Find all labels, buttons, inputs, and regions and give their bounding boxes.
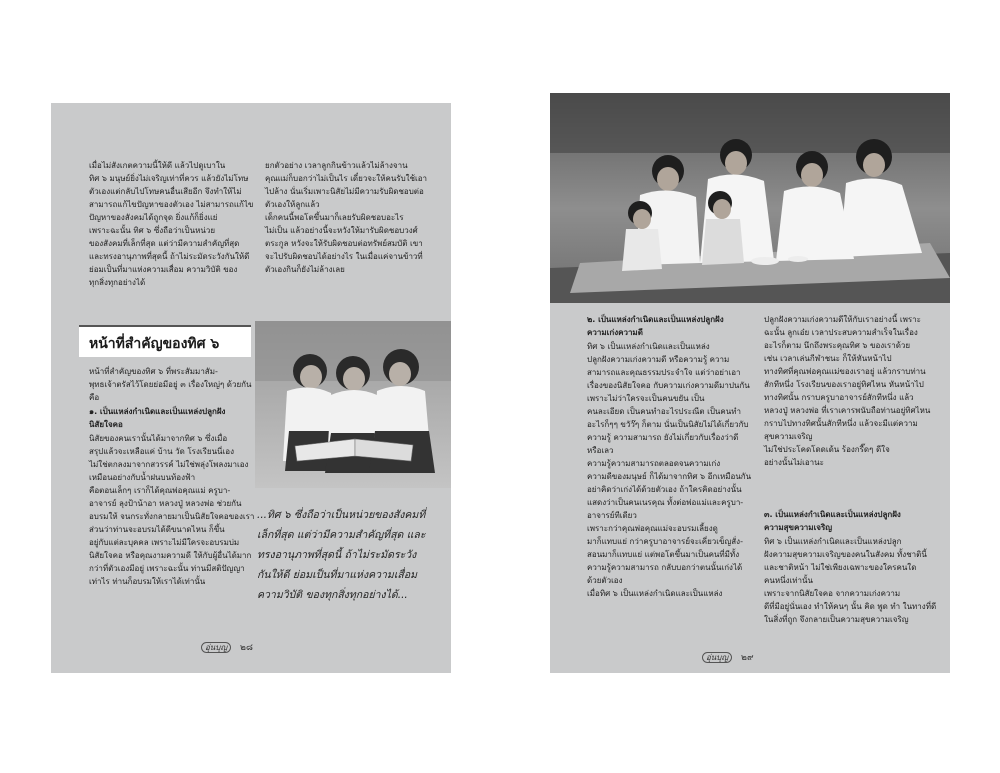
subhead-3: ๓. เป็นแหล่งกำเนิดและเป็นแหล่งปลูกฝัง ความสุขความเจริญ: [764, 510, 901, 532]
left-footer: [201, 640, 253, 654]
family-picnic-illustration: [550, 93, 950, 303]
left-col1-body-text: นิสัยของคนเรานั้นได้มาจากทิศ ๖ ซึ่งเมื่อ สรุปแล้วจะเหลือแค่ บ้าน วัด โรงเรียนนี่เอง ไม่ใช่ตกลงมาจากสวรรค์ ไม่ใช่พลุ่งโพลงมาเอง เหมือนอย่างกับน้ำฝนบนท้องฟ้า คือตอนเล็กๆ เราก็ได้คุณพ่อคุณแม่ ครูบา- อาจารย์ ลุงป้าน้าอา หลวงปู่ หลวงพ่อ ช่วยกัน อบรมให้ จนกระทั่งกลายมาเป็นนิสัยใจคอของเรา ส่วนว่าท่านจะอบรมได้ดีขนาดไหน ก็ขึ้น อยู่กับแต่ละบุคคล เพราะไม่มีใครจะอบรมบ่ม นิสัยใจคอ หรือคุณงามความดี ให้กับผู้อื่นได้มาก กว่าที่ตัวเองมีอยู่ เพราะฉะนั้น ท่านมีสติปัญญา เท่าไร ท่านก็อบรมให้เราได้เท่านั้น: [89, 434, 255, 586]
section-heading: หน้าที่สำคัญของทิศ ๖: [89, 336, 220, 352]
unboon-logo-icon: อุ่นบุญ: [702, 652, 732, 663]
left-col2-top-text: ยกตัวอย่าง เวลาลูกกินข้าวแล้วไม่ล้างจาน คุณแม่ก็บอกว่าไม่เป็นไร เดี๋ยวจะให้คนรับใช้เอา ไปล้าง นั่นเริ่มเพาะนิสัยไม่มีความรับผิดชอบต่อ ตัวเองให้ลูกแล้ว เด็กคนนี้พอโตขึ้นมาก็เลยรับผิดชอบอะไร ไม่เป็น แล้วอย่างนี้จะหวังให้มารับผิดชอบวงศ์ ตระกูล หวังจะให้รับผิดชอบต่อทรัพย์สมบัติ เขา จะไปรับผิดชอบได้อย่างไร ในเมื่อแค่จานข้าวที่ ตัวเองกินก็ยังไม่ล้างเลย: [265, 161, 428, 274]
right-col2-top-text: ปลูกฝังความเก่งความดีให้กับเราอย่างนี้ เพราะ ฉะนั้น ลูกเอ๋ย เวลาประสบความสำเร็จในเรื่อง อะไรก็ตาม นึกถึงพระคุณทิศ ๖ ของเราด้วย เช่น เวลาเล่นกีฬาชนะ ก็ให้หันหน้าไป ทางทิศที่คุณพ่อคุณแม่ของเราอยู่ แล้วกราบท่าน สักทีหนึ่ง โรงเรียนของเราอยู่ทิศไหน หันหน้าไป ทางทิศนั้น กราบครูบาอาจารย์สักทีหนึ่ง แล้ว หลวงปู่ หลวงพ่อ ที่เราเคารพนับถือท่านอยู่ทิศไหน กราบไปทางทิศนั้นสักทีหนึ่ง แล้วจะมีแต่ความ สุขความเจริญ ไม่ใช่ประโคดโดดเด้น ร้องกรี๊ดๆ ดีใจ อย่างนั้นไม่เอานะ: [764, 315, 931, 467]
right-footer: [702, 650, 754, 664]
subhead-1: ๑. เป็นแหล่งกำเนิดและเป็นแหล่งปลูกฝัง นิสัยใจคอ: [89, 407, 226, 429]
unboon-logo-icon: อุ่นบุญ: [201, 642, 231, 653]
left-page-number: ๒๘: [240, 643, 253, 653]
subhead-2: ๒. เป็นแหล่งกำเนิดและเป็นแหล่งปลูกฝัง ความเก่งความดี: [587, 315, 724, 337]
section-heading-box: [79, 325, 251, 357]
right-col1-body-text: ทิศ ๖ เป็นแหล่งกำเนิดและเป็นแหล่ง ปลูกฝังความเก่งความดี หรือความรู้ ความ สามารถและคุณธรรมประจำใจ แต่ว่าอย่าเอา เรื่องของนิสัยใจคอ กับความเก่งความดีมาปนกัน เพราะไม่ว่าใครจะเป็นคนขยัน เป็น คนละเอียด เป็นคนทำอะไรประณีต เป็นคนทำ อะไรก็ๆๆ ขวัว๊ๆ ก็ตาม นั่นเป็นนิสัยไม่ได้เกี่ยวกับ ความรู้ ความสามารถ ยังไม่เกี่ยวกับเรื่องว่าดี หรือเลว ความรู้ความสามารถตลอดจนความเก่ง ความดีของมนุษย์ ก็ได้มาจากทิศ ๖ อีกเหมือนกัน อย่าคิดว่าเก่งได้ด้วยตัวเอง ถ้าใครคิดอย่างนั้น แสดงว่าเป็นคนเนรคุณ ทั้งต่อพ่อแม่และครูบา- อาจารย์ทีเดียว เพราะกว่าคุณพ่อคุณแม่จะอบรมเลี้ยงดู มาก็แทบแย่ กว่าครูบาอาจารย์จะเคี่ยวเข็ญสั่ง- สอนมาก็แทบแย่ แต่พอโตขึ้นมาเป็นคนที่มีทั้ง ความรู้ความสามารถ กลับบอกว่าตนนั้นเก่งได้ ด้วยตัวเอง เมื่อทิศ ๖ เป็นแหล่งกำเนิดและเป็นแหล่ง: [587, 342, 752, 598]
left-page: [51, 103, 451, 673]
children-reading-photo: [255, 321, 451, 488]
left-col1-intro-text: หน้าที่สำคัญของทิศ ๖ ที่พระสัมมาสัม- พุทธเจ้าตรัสไว้โดยย่อมีอยู่ ๓ เรื่องใหญ่ๆ ด้วยกัน คือ: [89, 367, 252, 402]
pull-quote: ...ทิศ ๖ ซึ่งถือว่าเป็นหน่วยของสังคมที่ เล็กที่สุด แต่ว่ามีความสำคัญที่สุด และ ทรงอานุภาพที่สุดนี้ ถ้าไม่ระมัดระวัง กันให้ดี ย่อมเป็นที่มาแห่งความเสื่อม ความวิบัติ ของทุกสิ่งทุกอย่างได้...: [257, 509, 426, 601]
right-page-number: ๒๙: [741, 653, 754, 663]
children-reading-illustration: [255, 321, 451, 488]
right-page: [550, 93, 950, 673]
left-col1-top-text: เมื่อไม่สังเกตความนี้ให้ดี แล้วไปดูเบาใน ทิศ ๖ มนุษย์ยิ่งไม่เจริญเท่าที่ควร แล้วยังไม่โทษ ตัวเองแต่กลับไปโทษคนอื่นเสียอีก จึงทำให้ไม่ สามารถแก้ไขปัญหาของตัวเอง ไม่สามารถแก้ไข ปัญหาของสังคมได้ถูกจุด ยิ่งแก้ก็ยิ่งแย่ เพราะฉะนั้น ทิศ ๖ ซึ่งถือว่าเป็นหน่วย ของสังคมที่เล็กที่สุด แต่ว่ามีความสำคัญที่สุด และทรงอานุภาพที่สุดนี้ ถ้าไม่ระมัดระวังกันให้ดี ย่อมเป็นที่มาแห่งความเสื่อม ความวิบัติ ของ ทุกสิ่งทุกอย่างได้: [89, 161, 254, 287]
family-picnic-photo: [550, 93, 950, 303]
right-col2-body-text: ทิศ ๖ เป็นแหล่งกำเนิดและเป็นแหล่งปลูก ฝังความสุขความเจริญของคนในสังคม ทั้งชาตินี้ และชาติหน้า ไม่ใช่เพียงเฉพาะของใครคนใด คนหนึ่งเท่านั้น เพราะจากนิสัยใจคอ จากความเก่งความ ดีที่มีอยู่นั่นเอง ทำให้คนๆ นั้น คิด พูด ทำ ในทางที่ดี ในสิ่งที่ถูก จึงกลายเป็นความสุขความเจริญ: [764, 537, 937, 624]
